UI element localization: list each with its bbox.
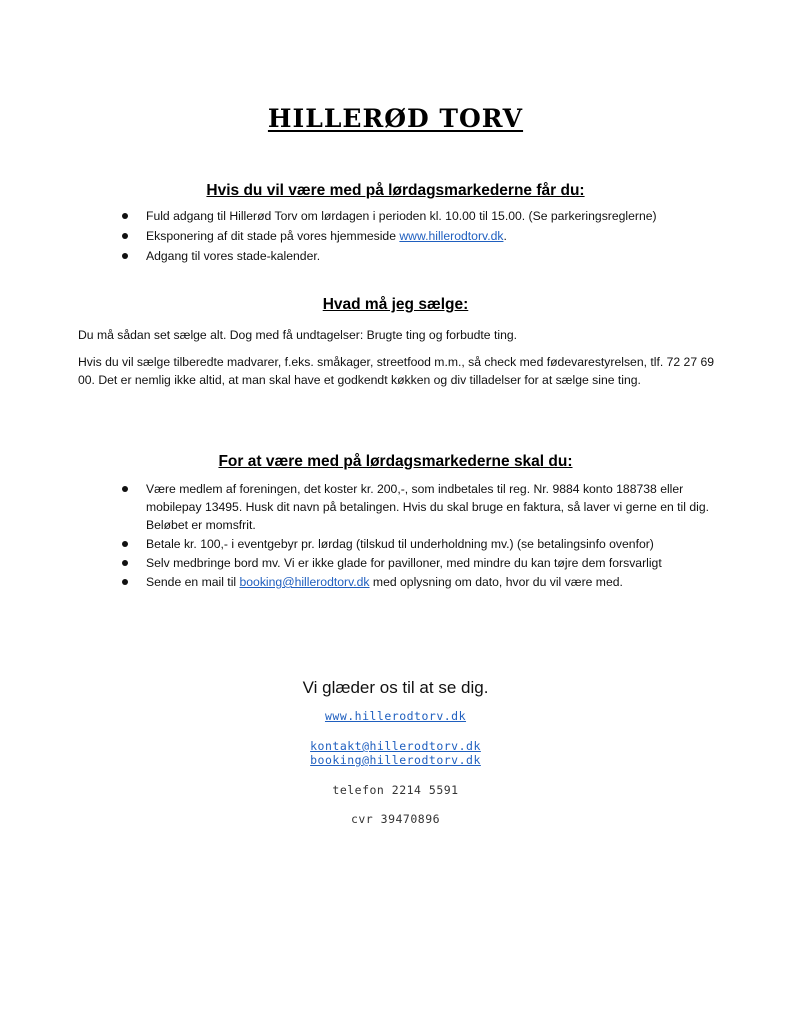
footer-contact-email-link[interactable]: kontakt@hillerodtorv.dk: [310, 739, 481, 753]
list-item: [120, 554, 720, 572]
bullet-icon: [122, 213, 128, 219]
list-item: [120, 207, 720, 225]
list-item: [120, 247, 720, 265]
section-heading-offer: Hvis du vil være med på lørdagsmarkederne får du:: [206, 182, 585, 199]
require-item-text: Være medlem af foreningen, det koster kr. 200,-, som indbetales til reg. Nr. 9884 konto 188738 eller mobilepay 13495. Husk dit navn på betalingen. Hvis du skal bruge en faktura, så laver vi gerne en til dig. Beløbet er momsfrit.: [146, 482, 709, 532]
website-link[interactable]: www.hillerodtorv.dk: [399, 229, 504, 243]
page-title: HILLERØD TORV: [267, 104, 524, 133]
footer-phone: telefon 2214 5591: [332, 783, 459, 797]
list-item: [120, 573, 720, 591]
offer-item-text: Fuld adgang til Hillerød Torv om lørdagen i perioden kl. 10.00 til 15.00. (Se parkeringsreglerne): [146, 209, 657, 223]
section-heading-require: For at være med på lørdagsmarkederne skal du:: [218, 453, 573, 470]
booking-email-link[interactable]: booking@hillerodtorv.dk: [239, 575, 370, 589]
bullet-icon: [122, 541, 128, 547]
bullet-icon: [122, 560, 128, 566]
require-item-text-suffix: med oplysning om dato, hvor du vil være med.: [369, 575, 623, 589]
offer-item-text: Adgang til vores stade-kalender.: [146, 249, 321, 263]
bullet-icon: [122, 233, 128, 239]
offer-item-text: Eksponering af dit stade på vores hjemmeside: [146, 229, 400, 243]
closing-message: Vi glæder os til at se dig.: [302, 678, 489, 697]
sell-paragraph: Hvis du vil sælge tilberedte madvarer, f.eks. småkager, streetfood m.m., så check med fødevarestyrelsen, tlf. 72 27 69 00. Det er nemlig ikke altid, at man skal have et godkendt køkken og div tilladelser for at sælge sine ting.: [78, 355, 715, 387]
footer-website-link[interactable]: www.hillerodtorv.dk: [324, 709, 467, 723]
require-item-text: Selv medbringe bord mv. Vi er ikke glade for pavilloner, med mindre du kan tøjre dem forsvarligt: [146, 556, 662, 570]
footer-cvr: cvr 39470896: [350, 812, 441, 826]
list-item: [120, 227, 720, 245]
section-heading-sell: Hvad må jeg sælge:: [322, 296, 469, 313]
require-item-text: Betale kr. 100,- i eventgebyr pr. lørdag (tilskud til underholdning mv.) (se betalingsinfo ovenfor): [146, 537, 654, 551]
offer-list: [120, 207, 720, 267]
bullet-icon: [122, 486, 128, 492]
footer-booking-email-link[interactable]: booking@hillerodtorv.dk: [310, 753, 481, 767]
list-item: [120, 535, 720, 553]
offer-item-text-suffix: .: [503, 229, 507, 243]
sell-paragraph: Du må sådan set sælge alt. Dog med få undtagelser: Brugte ting og forbudte ting.: [78, 328, 518, 342]
bullet-icon: [122, 253, 128, 259]
require-item-text: Sende en mail til: [146, 575, 240, 589]
bullet-icon: [122, 579, 128, 585]
list-item: [120, 480, 720, 534]
require-list: [120, 480, 720, 592]
